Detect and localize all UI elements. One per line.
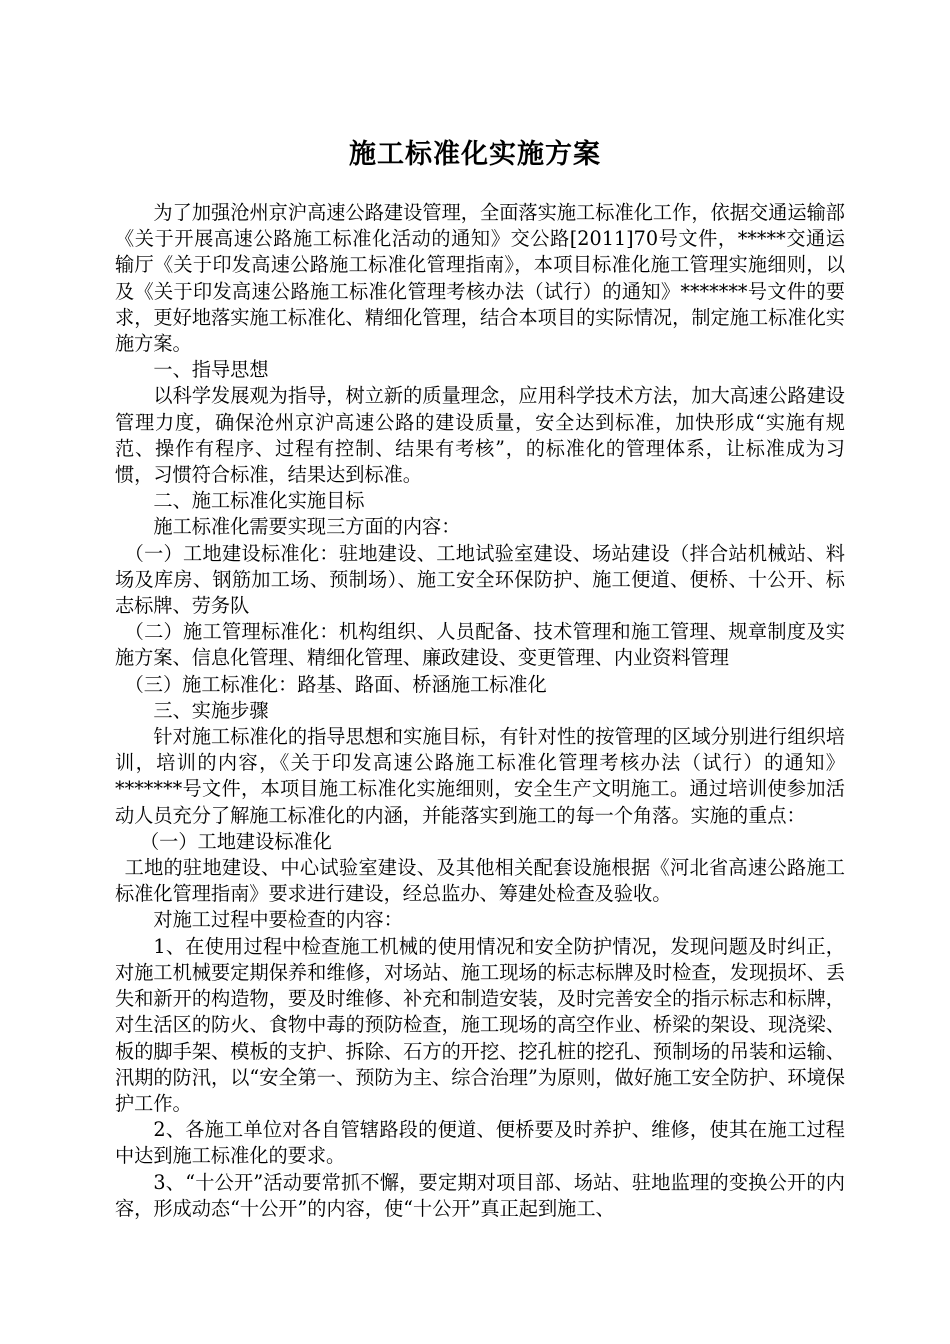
goal-item-construction-standardization: （三）施工标准化：路基、路面、桥涵施工标准化 bbox=[124, 672, 547, 696]
site-construction-paragraph: 工地的驻地建设、中心试验室建设、及其他相关配套设施根据《河北省高速公路施工标准化管理指南》要求进行建设，经总监办、筹建处检查及验收。 bbox=[115, 856, 845, 906]
goal-item-construction-management: （二）施工管理标准化：机构组织、人员配备、技术管理和施工管理、规章制度及实施方案、信息化管理、精细化管理、廉政建设、变更管理、内业资料管理 bbox=[115, 620, 845, 670]
inspection-item-3: 3、“十公开”活动要常抓不懈，要定期对项目部、场站、驻地监理的变换公开的内容，形成动态“十公开”的内容，使“十公开”真正起到施工、 bbox=[115, 1170, 845, 1220]
goals-intro-paragraph: 施工标准化需要实现三方面的内容： bbox=[153, 515, 461, 539]
intro-paragraph: 为了加强沧州京沪高速公路建设管理，全面落实施工标准化工作，依据交通运输部《关于开展高速公路施工标准化活动的通知》交公路[2011]70号文件，*****交通运输厅《关于印发高速公路施工标准化管理指南》，本项目标准化施工管理实施细则，以及《关于印发高速公路施工标准化管理考核办法（试行）的通知》*******号文件的要求，更好地落实施工标准化、精细化管理，结合本项目的实际情况，制定施工标准化实施方案。 bbox=[115, 201, 845, 356]
section-heading-implementation-steps: 三、实施步骤 bbox=[153, 698, 269, 722]
guiding-ideology-paragraph: 以科学发展观为指导，树立新的质量理念，应用科学技术方法，加大高速公路建设管理力度，确保沧州京沪高速公路的建设质量，安全达到标准，加快形成“实施有规范、操作有程序、过程有控制、结果有考核”，的标准化的管理体系，让标准成为习惯，习惯符合标准，结果达到标准。 bbox=[115, 384, 845, 487]
goal-item-site-construction: （一）工地建设标准化：驻地建设、工地试验室建设、场站建设（拌合站机械站、料场及库房、钢筋加工场、预制场）、施工安全环保防护、施工便道、便桥、十公开、标志标牌、劳务队 bbox=[115, 541, 845, 618]
inspection-item-1: 1、在使用过程中检查施工机械的使用情况和安全防护情况，发现问题及时纠正，对施工机械要定期保养和维修，对场站、施工现场的标志标牌及时检查，发现损坏、丢失和新开的构造物，要及时维修、补充和制造安装，及时完善安全的指示标志和标牌，对生活区的防火、食物中毒的预防检查，施工现场的高空作业、桥梁的架设、现浇梁、板的脚手架、模板的支护、拆除、石方的开挖、挖孔桩的挖孔、预制场的吊装和运输、汛期的防汛，以“安全第一、预防为主、综合治理”为原则，做好施工安全防护、环境保护工作。 bbox=[115, 934, 845, 1115]
document-body bbox=[115, 200, 845, 1222]
inspection-item-2: 2、各施工单位对各自管辖路段的便道、便桥要及时养护、维修，使其在施工过程中达到施工标准化的要求。 bbox=[115, 1118, 845, 1168]
section-heading-goals: 二、施工标准化实施目标 bbox=[153, 489, 365, 513]
document-title: 施工标准化实施方案 bbox=[349, 139, 601, 170]
section-heading-guiding-ideology: 一、指导思想 bbox=[153, 358, 269, 382]
implementation-paragraph: 针对施工标准化的指导思想和实施目标，有针对性的按管理的区域分别进行组织培训，培训的内容，《关于印发高速公路施工标准化管理考核办法（试行）的通知》*******号文件，本项目施工标准化实施细则，安全生产文明施工。通过培训使参加活动人员充分了解施工标准化的内涵，并能落实到施工的每一个角落。实施的重点： bbox=[115, 725, 845, 827]
subsection-heading-site-construction: （一）工地建设标准化 bbox=[139, 829, 332, 853]
inspection-intro-paragraph: 对施工过程中要检查的内容： bbox=[153, 908, 403, 932]
